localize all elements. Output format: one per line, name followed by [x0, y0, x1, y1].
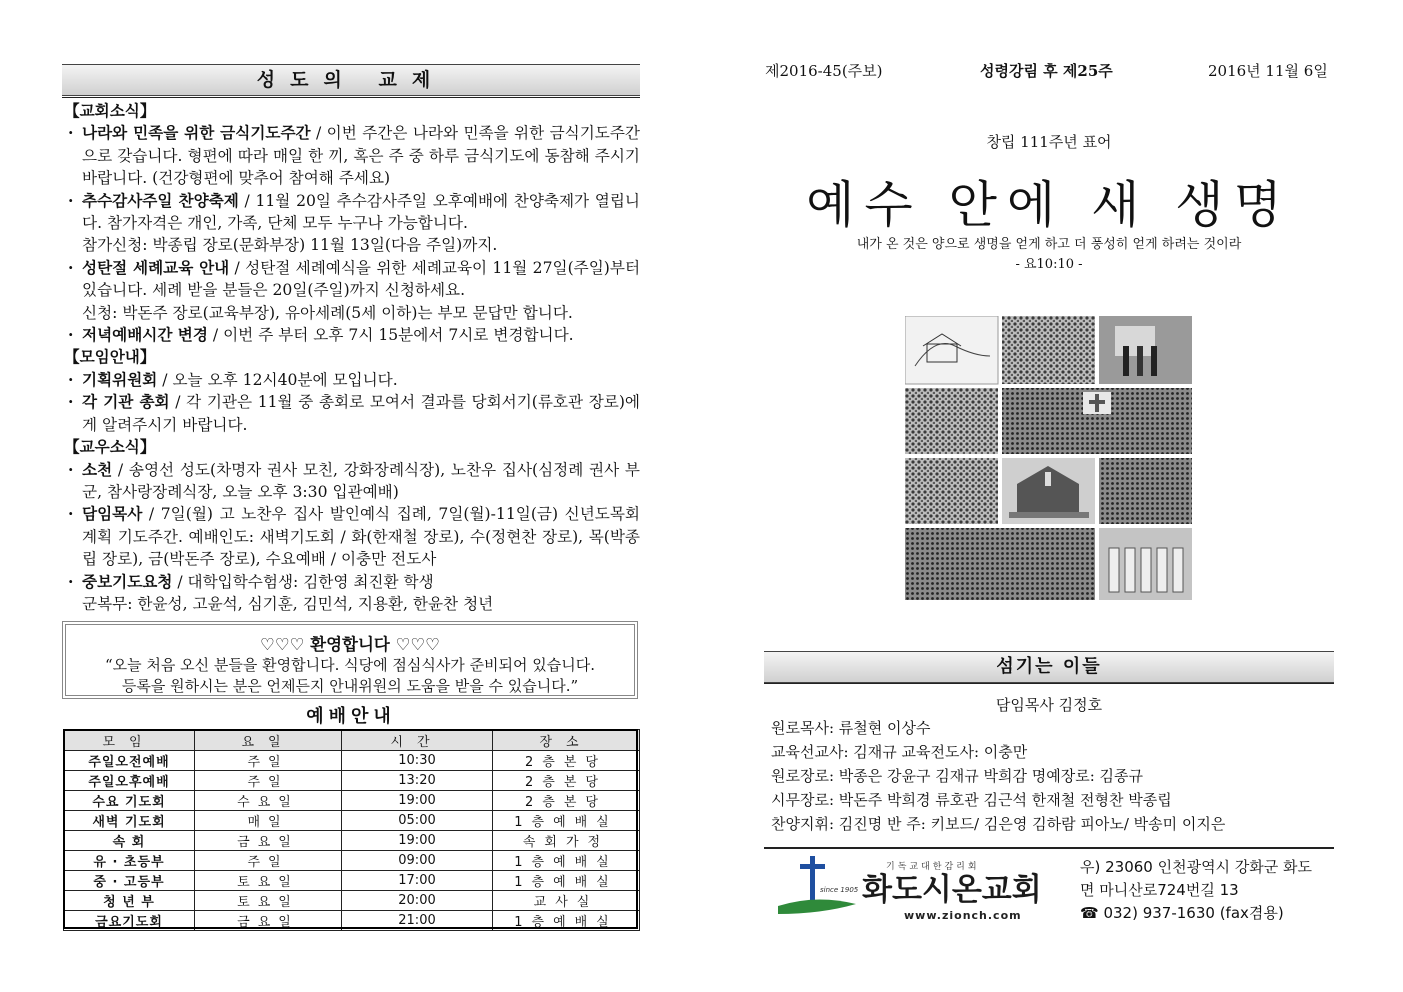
photo-fellowship-meal: [1099, 458, 1192, 524]
service-time-cell: 05:00: [342, 811, 493, 831]
phone-number: 032) 937-1630 (fax겸용): [1103, 904, 1284, 922]
photo-congregation-outdoor: [1002, 316, 1095, 384]
photo-choir-hanbok: [1099, 528, 1192, 600]
service-name-cell: 중 · 고등부: [64, 871, 195, 891]
news-item-text: / 11월 20일 추수감사주일 오후예배에 찬양축제가 열립니다. 참가자격은 개인, 가족, 단체 모두 누구나 가능합니다.: [82, 191, 640, 233]
news-item-continuation: 군복무: 한윤성, 고윤석, 심기훈, 김민석, 지용환, 한윤찬 청년: [82, 594, 494, 613]
service-place-cell: 1층예배실: [493, 911, 640, 931]
news-item-text: / 이번 주 부터 오후 7시 15분에서 7시로 변경합니다.: [207, 326, 574, 345]
news-item-text: / 송영선 성도(차명자 권사 모친, 강화장례식장), 노찬우 집사(심정례 권사 부군, 참사랑장례식장, 오늘 오후 3:30 입관예배): [82, 460, 640, 501]
column-header-meeting: 모임: [64, 730, 195, 751]
news-item: [64, 122, 640, 189]
welcome-line-2: 등록을 원하시는 분은 언제든지 안내위원의 도움을 받을 수 있습니다.”: [121, 677, 579, 695]
service-day-cell: 금요일: [195, 911, 342, 931]
news-item-title: 성탄절 세례교육 안내: [82, 257, 230, 277]
table-row: [64, 851, 640, 871]
service-day-cell: 주일: [195, 751, 342, 771]
service-day-cell: 토요일: [195, 871, 342, 891]
news-item-text: / 대학입학수험생: 김한영 최진환 학생: [172, 572, 434, 591]
staff-header: [764, 651, 1334, 683]
service-schedule-body: [64, 751, 640, 931]
table-row: [64, 831, 640, 851]
news-item-continuation: 신청: 박돈주 장로(교육부장), 유아세례(5세 이하)는 부모 문답만 합니다.: [82, 303, 573, 322]
service-time-cell: 09:00: [342, 851, 493, 871]
table-row: [64, 811, 640, 831]
service-day-cell: 주일: [195, 771, 342, 791]
motto-label: 창립 111주년 표어: [986, 133, 1112, 151]
service-day-cell: 수요일: [195, 791, 342, 811]
news-item: [64, 391, 640, 436]
header-rule: [62, 97, 640, 98]
news-item-text: / 7일(월) 고 노찬우 집사 발인예식 집례, 7일(월)-11일(금) 신년도목회계획 기도주간. 예배인도: 새벽기도회 / 화(한재철 장로), 수(정현찬 장로), 목(박종립 장로), 금(박돈주 장로), 수요예배 / 이충만 전도사: [82, 505, 640, 569]
staff-line-emeritus-elders: 원로장로: 박종은 강윤구 김재규 박희감 명예장로: 김종규: [771, 767, 1143, 785]
service-place-cell: 속회가정: [493, 831, 640, 851]
issue-number: 제2016-45(주보): [765, 62, 883, 80]
staff-header-title: 섬기는 이들: [996, 656, 1102, 677]
photo-youth: [905, 458, 998, 524]
news-section-heading: 【모임안내】: [64, 347, 156, 367]
service-name-cell: 주일오전예배: [64, 751, 195, 771]
staff-list: [771, 716, 1341, 836]
service-time-cell: 13:20: [342, 771, 493, 791]
staff-line-emeritus-pastors: 원로목사: 류철현 이상수: [771, 719, 931, 737]
church-logo: [776, 854, 1076, 926]
motto-title: 예수 안에 새 생명: [806, 176, 1292, 234]
table-row: [64, 871, 640, 891]
news-item-title: 저녁예배시간 변경: [82, 325, 208, 345]
column-header-time: 시간: [342, 730, 493, 751]
logo-church-name: 화도시온교회: [862, 872, 1042, 908]
service-name-cell: 청 년 부: [64, 891, 195, 911]
table-row: [64, 771, 640, 791]
news-item-title: 담임목사: [82, 504, 143, 524]
service-schedule-table: [63, 729, 640, 931]
service-time-cell: 19:00: [342, 831, 493, 851]
staff-line-music: 찬양지휘: 김진명 반 주: 키보드/ 김은영 김하람 피아노/ 박송미 이지은: [771, 815, 1226, 833]
news-item: [64, 190, 640, 235]
staff-line-education: 교육선교사: 김재규 교육전도사: 이충만: [771, 743, 1028, 761]
logo-since: since 1905: [820, 886, 859, 894]
news-item-text: / 각 기관은 11월 중 총회로 모여서 결과를 당회서기(류호관 장로)에게 알려주시기 바랍니다.: [82, 393, 640, 434]
photo-sketch: [905, 316, 998, 384]
service-place-cell: 교사실: [493, 891, 640, 911]
news-item-title: 기획위원회: [82, 369, 158, 389]
service-time-cell: 10:30: [342, 751, 493, 771]
service-guide-title: 예배안내: [306, 706, 396, 727]
service-day-cell: 토요일: [195, 891, 342, 911]
footer-rule: [764, 847, 1334, 849]
church-address: [1080, 856, 1312, 925]
service-day-cell: 금요일: [195, 831, 342, 851]
news-section-heading: 【교회소식】: [64, 101, 156, 120]
photo-group: [905, 388, 998, 454]
service-place-cell: 2층본당: [493, 771, 640, 791]
news-item: [64, 257, 640, 302]
service-time-cell: 21:00: [342, 911, 493, 931]
service-time-cell: 19:00: [342, 791, 493, 811]
news-item-title: 각 기관 총회: [82, 392, 170, 412]
address-line-2: 면 마니산로724번길 13: [1080, 881, 1239, 899]
photo-sanctuary: [1002, 388, 1192, 454]
church-history-photo-collage: [905, 316, 1195, 600]
address-line-3: [1080, 902, 1312, 925]
service-day-cell: 주일: [195, 851, 342, 871]
news-item-title: 추수감사주일 찬양축제: [82, 190, 239, 210]
photo-church-building: [1002, 458, 1095, 524]
news-item-continuation: 참가신청: 박종립 장로(문화부장) 11월 13일(다음 주일)까지.: [82, 236, 498, 255]
news-item-text: / 이번 주간은 나라와 민족을 위한 금식기도주간으로 갖습니다. 형편에 따라 매일 한 끼, 혹은 주 중 하루 금식기도에 동참해 주시기 바랍니다. (건강형편에 맞추어 참여해 주세요): [82, 124, 640, 188]
service-name-cell: 유 · 초등부: [64, 851, 195, 871]
table-row: [64, 891, 640, 911]
service-name-cell: 속 회: [64, 831, 195, 851]
column-header-place: 장소: [493, 730, 640, 751]
news-item-text: / 오늘 오후 12시40분에 모입니다.: [157, 370, 398, 389]
bulletin-date: 2016년 11월 6일: [1208, 62, 1328, 80]
service-place-cell: 1층예배실: [493, 851, 640, 871]
column-header-day: 요일: [195, 730, 342, 751]
staff-line-active-elders: 시무장로: 박돈주 박희경 류호관 김근석 한재철 전형찬 박종립: [771, 791, 1172, 809]
news-item: [64, 571, 640, 593]
photo-choir-old: [1099, 316, 1192, 384]
news-item-title: 중보기도요청: [82, 571, 173, 591]
service-time-cell: 17:00: [342, 871, 493, 891]
logo-url: www.zionch.com: [904, 909, 1022, 922]
fellowship-header: [62, 64, 640, 96]
address-line-1: 우) 23060 인천광역시 강화군 화도: [1080, 858, 1313, 876]
service-day-cell: 매일: [195, 811, 342, 831]
service-place-cell: 1층예배실: [493, 811, 640, 831]
news-item: [64, 369, 640, 391]
news-item-title: 소천: [82, 459, 113, 479]
phone-icon: ☎: [1080, 904, 1099, 922]
service-name-cell: 새벽 기도회: [64, 811, 195, 831]
service-name-cell: 금요기도회: [64, 911, 195, 931]
news-item: [64, 503, 640, 570]
table-row: [64, 751, 640, 771]
welcome-line-1: “오늘 처음 오신 분들을 환영합니다. 식당에 점심식사가 준비되어 있습니다.: [104, 656, 596, 674]
motto-verse-reference: - 요10:10 -: [1015, 257, 1083, 272]
service-place-cell: 2층본당: [493, 791, 640, 811]
news-list: [64, 100, 640, 615]
motto-verse: 내가 온 것은 양으로 생명을 얻게 하고 더 풍성히 얻게 하려는 것이라: [856, 237, 1242, 252]
table-row: [64, 791, 640, 811]
service-place-cell: 2층본당: [493, 751, 640, 771]
news-item-title: 나라와 민족을 위한 금식기도주간: [82, 123, 311, 143]
news-item-text: / 성탄절 세례예식을 위한 세례교육이 11월 27일(주일)부터 있습니다. 세례 받을 분들은 20일(주일)까지 신청하세요.: [82, 258, 641, 300]
cross-icon: [800, 856, 825, 904]
table-row: [64, 911, 640, 931]
news-item: [64, 324, 640, 346]
liturgical-season: 성령강림 후 제25주: [980, 62, 1113, 80]
service-name-cell: 수요 기도회: [64, 791, 195, 811]
photo-worship-hall: [905, 528, 1095, 600]
welcome-box: [62, 621, 638, 699]
senior-pastor: 담임목사 김정호: [995, 696, 1103, 714]
table-header-row: [64, 730, 640, 751]
service-place-cell: 1층예배실: [493, 871, 640, 891]
logo-denomination: 기독교대한감리회: [886, 862, 980, 872]
news-section-heading: 【교우소식】: [64, 437, 156, 457]
service-time-cell: 20:00: [342, 891, 493, 911]
wave-icon: [778, 899, 856, 914]
fellowship-header-title: 성도의 교제: [256, 69, 446, 91]
staff-header-rule: [764, 683, 1334, 684]
news-item: [64, 459, 640, 504]
service-name-cell: 주일오후예배: [64, 771, 195, 791]
welcome-title: ♡♡♡ 환영합니다 ♡♡♡: [260, 635, 440, 654]
